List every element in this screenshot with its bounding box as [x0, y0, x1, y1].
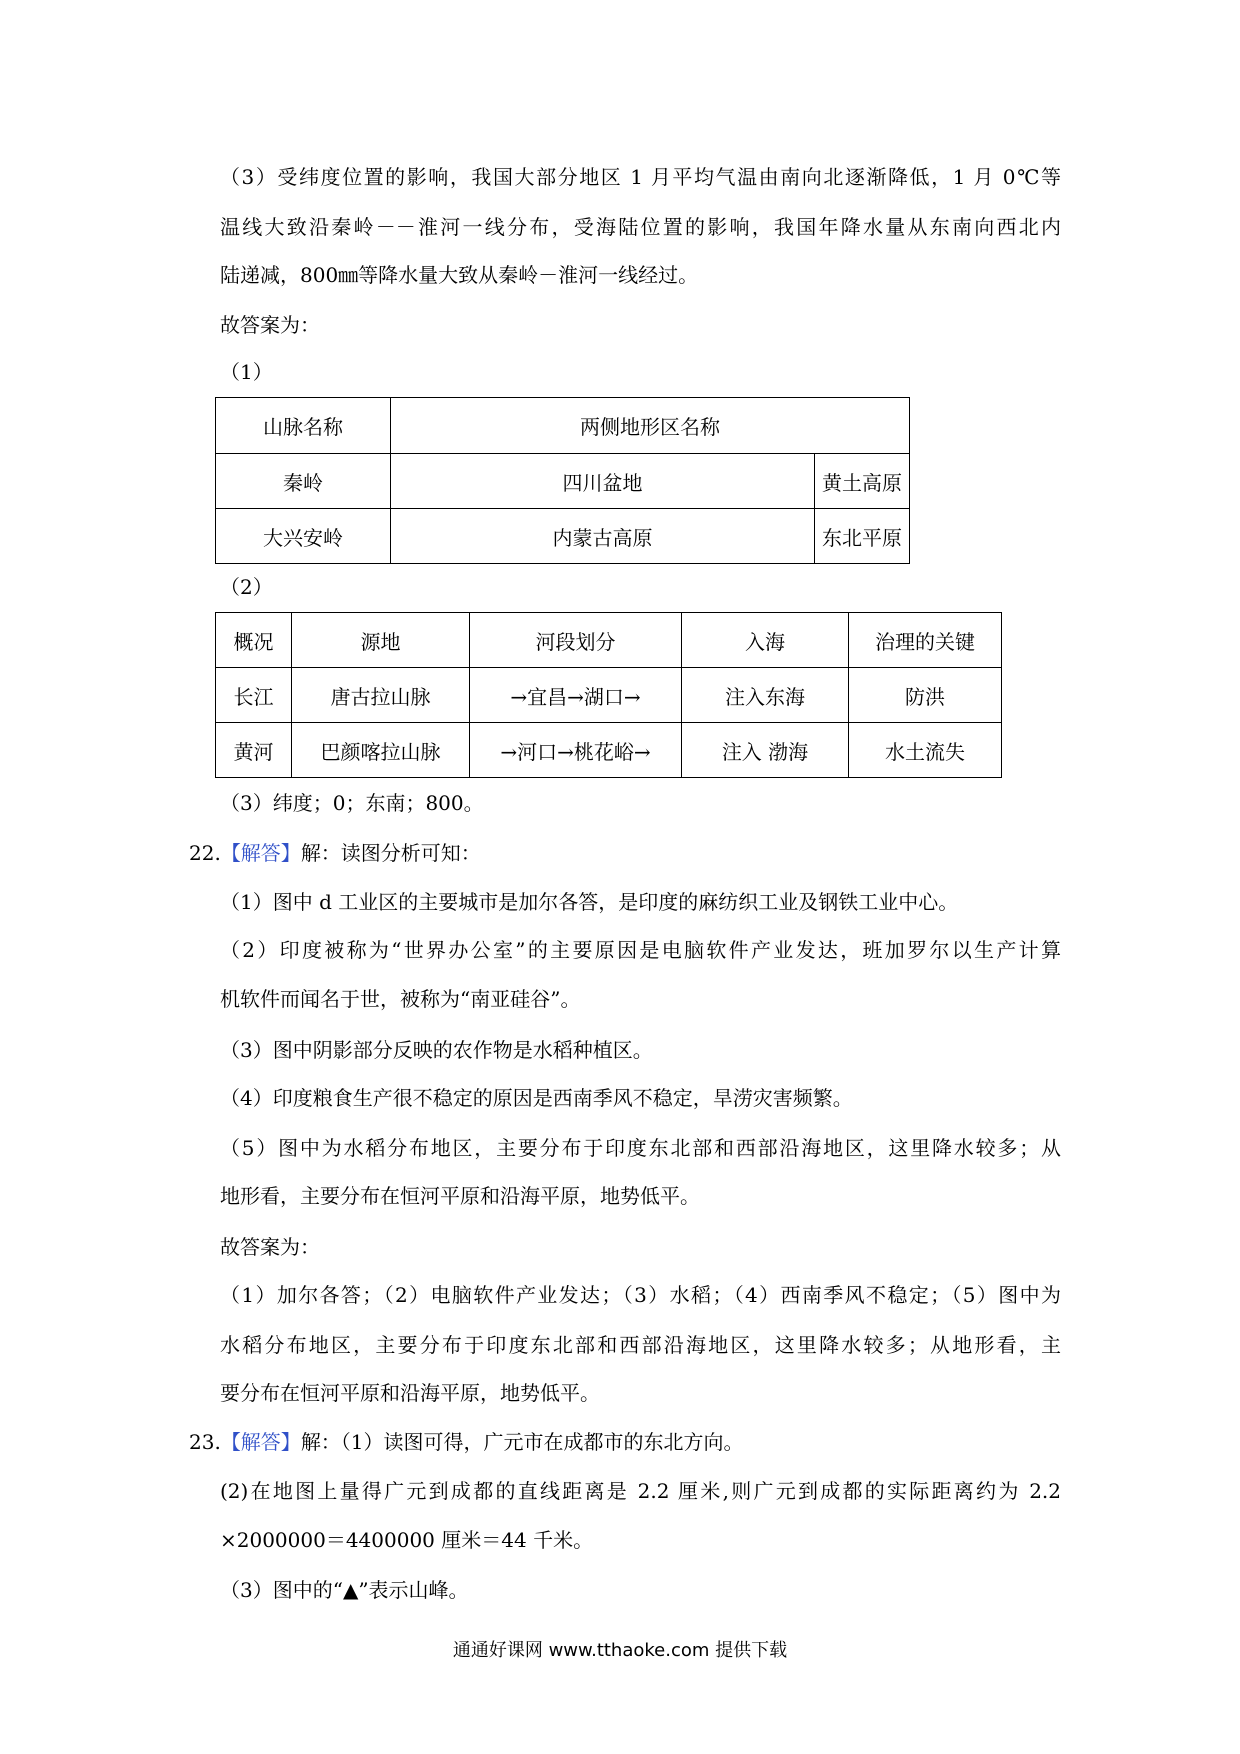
q22-answer-line: 水稻分布地区，主要分布于印度东北部和西部沿海地区，这里降水较多；从地形看，主 [220, 1333, 1061, 1357]
table-header-cell: 概况 [216, 613, 292, 668]
question-number: 22. [189, 841, 221, 865]
table-header-cell: 两侧地形区名称 [391, 398, 910, 454]
table-cell: 黄土高原 [815, 454, 910, 509]
table-cell: →河口→桃花峪→ [470, 723, 682, 778]
q23-heading [189, 1427, 744, 1457]
table-row [216, 454, 910, 509]
table-header-cell: 源地 [292, 613, 470, 668]
table-header-row [216, 398, 910, 454]
q22-answer-heading: 故答案为： [220, 1235, 320, 1259]
table-cell: 注入 渤海 [682, 723, 849, 778]
q22-explanation-line: （1）图中 d 工业区的主要城市是加尔各答，是印度的麻纺织工业及钢铁工业中心。 [220, 890, 959, 914]
table-header-cell: 山脉名称 [216, 398, 391, 454]
table-row [216, 668, 1002, 723]
table-cell: 防洪 [849, 668, 1002, 723]
q22-heading [189, 838, 481, 868]
table-cell: 四川盆地 [391, 454, 815, 509]
question-number: 23. [189, 1430, 221, 1454]
q22-explanation-line: 机软件而闻名于世，被称为“南亚硅谷”。 [220, 987, 581, 1011]
q22-explanation-line: （3）图中阴影部分反映的农作物是水稻种植区。 [220, 1038, 653, 1062]
table-cell: →宜昌→湖口→ [470, 668, 682, 723]
table-row [216, 723, 1002, 778]
table-cell: 秦岭 [216, 454, 391, 509]
question-intro: 解：读图分析可知： [300, 841, 481, 865]
page-footer: 通通好课网 www.tthaoke.com 提供下载 [452, 1640, 788, 1661]
table-cell: 注入东海 [682, 668, 849, 723]
answer-tag: 【解答】 [220, 841, 301, 865]
q21-explanation-line: （3）受纬度位置的影响，我国大部分地区 1 月平均气温由南向北逐渐降低，1 月 0℃等 [220, 165, 1061, 189]
q22-answer-line: （1）加尔各答；（2）电脑软件产业发达；（3）水稻；（4）西南季风不稳定；（5）图中为 [220, 1283, 1061, 1307]
q22-answer-line: 要分布在恒河平原和沿海平原，地势低平。 [220, 1381, 600, 1405]
table-cell: 黄河 [216, 723, 292, 778]
table-cell: 内蒙古高原 [391, 509, 815, 564]
question-intro: 解：（1）读图可得，广元市在成都市的东北方向。 [300, 1430, 744, 1454]
mountain-landform-table [215, 397, 910, 564]
q21-explanation-line: 陆递减，800㎜等降水量大致从秦岭－淮河一线经过。 [220, 263, 699, 287]
q23-explanation-line: （3）图中的“▲”表示山峰。 [220, 1578, 469, 1602]
q23-explanation-line: (2)在地图上量得广元到成都的直线距离是 2.2 厘米,则广元到成都的实际距离约为 2.2 [220, 1479, 1061, 1503]
q21-answer1-label: （1） [220, 360, 273, 384]
q21-answer2-label: （2） [220, 575, 273, 599]
table-header-cell: 入海 [682, 613, 849, 668]
table-cell: 唐古拉山脉 [292, 668, 470, 723]
table-cell: 水土流失 [849, 723, 1002, 778]
q21-explanation-line: 温线大致沿秦岭－－淮河一线分布，受海陆位置的影响，我国年降水量从东南向西北内 [220, 215, 1061, 239]
table-row [216, 509, 910, 564]
river-overview-table [215, 612, 1002, 778]
table-cell: 大兴安岭 [216, 509, 391, 564]
q21-answer3: （3）纬度；0；东南；800。 [220, 791, 484, 815]
table-cell: 巴颜喀拉山脉 [292, 723, 470, 778]
q22-explanation-line: （5）图中为水稻分布地区，主要分布于印度东北部和西部沿海地区，这里降水较多；从 [220, 1136, 1061, 1160]
q22-explanation-line: 地形看，主要分布在恒河平原和沿海平原，地势低平。 [220, 1184, 700, 1208]
table-header-cell: 治理的关键 [849, 613, 1002, 668]
q22-explanation-line: （4）印度粮食生产很不稳定的原因是西南季风不稳定，旱涝灾害频繁。 [220, 1086, 853, 1110]
q22-explanation-line: （2）印度被称为“世界办公室”的主要原因是电脑软件产业发达，班加罗尔以生产计算 [220, 938, 1061, 962]
table-cell: 东北平原 [815, 509, 910, 564]
table-cell: 长江 [216, 668, 292, 723]
table-header-row [216, 613, 1002, 668]
q23-explanation-line: ×2000000＝4400000 厘米＝44 千米。 [220, 1528, 594, 1552]
q21-answer-heading: 故答案为： [220, 313, 320, 337]
answer-tag: 【解答】 [220, 1430, 301, 1454]
table-header-cell: 河段划分 [470, 613, 682, 668]
